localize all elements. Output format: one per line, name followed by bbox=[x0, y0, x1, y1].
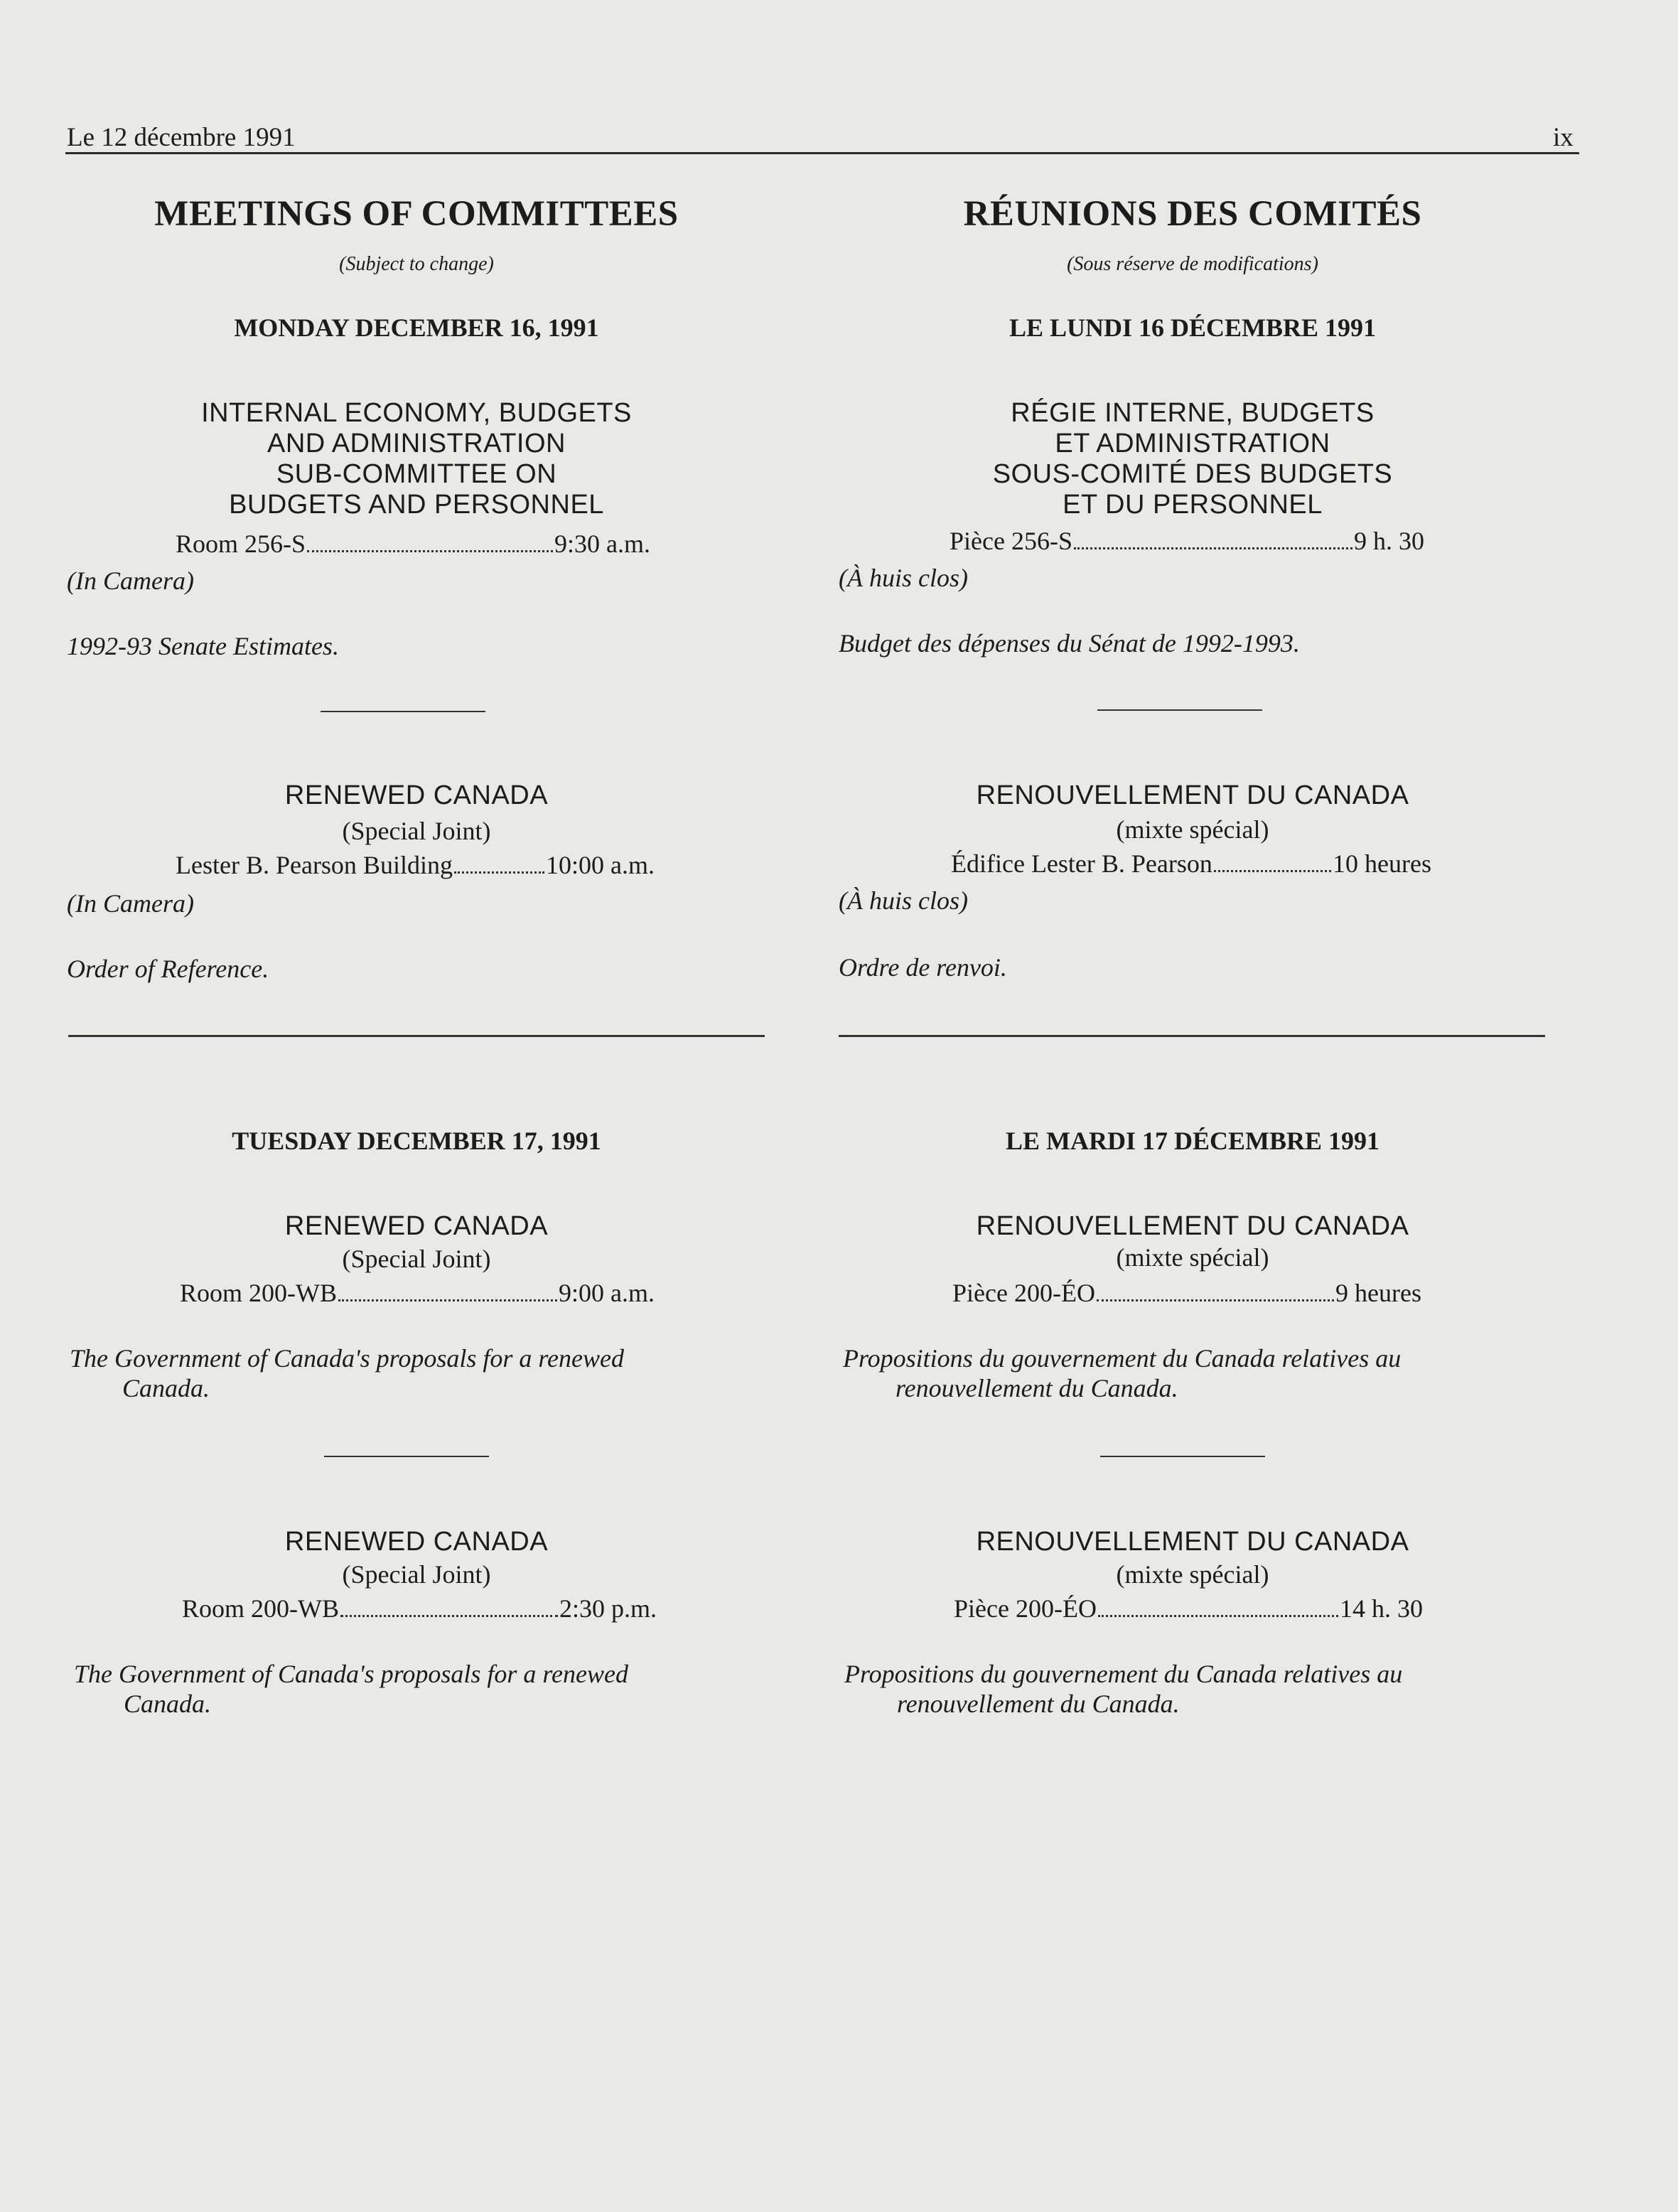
committee-type: (Special Joint) bbox=[342, 1560, 491, 1589]
monday-heading: MONDAY DECEMBER 16, 1991 bbox=[234, 313, 599, 342]
french-subtitle: (Sous réserve de modifications) bbox=[1067, 253, 1318, 275]
page-date: Le 12 décembre 1991 bbox=[67, 123, 296, 152]
committee-type: (mixte spécial) bbox=[1116, 815, 1269, 844]
meeting-topic: Propositions du gouvernement du Canada relatives au renouvellement du Canada. bbox=[843, 1344, 1402, 1402]
in-camera-note: (À huis clos) bbox=[839, 564, 968, 592]
english-title: MEETINGS OF COMMITTEES bbox=[154, 194, 679, 234]
committee-name: RENOUVELLEMENT DU CANADA bbox=[976, 1527, 1409, 1557]
committee-name: INTERNAL ECONOMY, BUDGETS AND ADMINISTRATION SUB-COMMITTEE ON BUDGETS AND PERSONNEL bbox=[201, 398, 632, 520]
in-camera-note: (In Camera) bbox=[67, 889, 194, 918]
meeting-topic: The Government of Canada's proposals for a renewed Canada. bbox=[74, 1660, 628, 1718]
header-rule bbox=[65, 152, 1579, 154]
room-time-line: Room 200-WB 2:30 p.m. bbox=[182, 1594, 657, 1623]
room-time-line: Room 200-WB 9:00 a.m. bbox=[180, 1279, 655, 1307]
committee-name: RENEWED CANADA bbox=[284, 780, 549, 810]
meeting-topic: Propositions du gouvernement du Canada relatives au renouvellement du Canada. bbox=[844, 1660, 1403, 1718]
committee-name: RENOUVELLEMENT DU CANADA bbox=[976, 1211, 1409, 1241]
separator-short bbox=[321, 711, 485, 712]
section-divider bbox=[839, 1035, 1545, 1037]
committee-name: RÉGIE INTERNE, BUDGETS ET ADMINISTRATION SOUS-COMITÉ DES BUDGETS ET DU PERSONNEL bbox=[992, 398, 1393, 520]
committee-name: RENEWED CANADA bbox=[284, 1527, 549, 1557]
separator-short bbox=[1100, 1456, 1265, 1457]
committee-type: (Special Joint) bbox=[342, 817, 491, 845]
room-time-line: Room 256-S 9:30 a.m. bbox=[176, 530, 650, 558]
committee-name: RENOUVELLEMENT DU CANADA bbox=[976, 780, 1409, 810]
room-time-line: Pièce 200-ÉO 14 h. 30 bbox=[954, 1594, 1423, 1623]
room-time-line: Lester B. Pearson Building 10:00 a.m. bbox=[176, 851, 655, 879]
page-number: ix bbox=[1553, 123, 1574, 152]
room-time-line: Pièce 200-ÉO 9 heures bbox=[952, 1279, 1421, 1307]
section-divider bbox=[68, 1035, 765, 1037]
separator-short bbox=[324, 1456, 489, 1457]
committee-name: RENEWED CANADA bbox=[284, 1211, 549, 1241]
in-camera-note: (À huis clos) bbox=[839, 886, 968, 915]
monday-heading: LE LUNDI 16 DÉCEMBRE 1991 bbox=[1009, 313, 1377, 342]
meeting-topic: The Government of Canada's proposals for a renewed Canada. bbox=[70, 1344, 624, 1402]
in-camera-note: (In Camera) bbox=[67, 567, 194, 595]
committee-type: (mixte spécial) bbox=[1116, 1560, 1269, 1589]
meeting-topic: Budget des dépenses du Sénat de 1992-1993. bbox=[839, 629, 1300, 657]
committee-type: (Special Joint) bbox=[342, 1245, 491, 1273]
tuesday-heading: LE MARDI 17 DÉCEMBRE 1991 bbox=[1005, 1127, 1380, 1155]
meeting-topic: Ordre de renvoi. bbox=[839, 953, 1007, 982]
committee-type: (mixte spécial) bbox=[1116, 1243, 1269, 1272]
meeting-topic: Order of Reference. bbox=[67, 955, 269, 983]
english-subtitle: (Subject to change) bbox=[339, 253, 494, 275]
meeting-topic: 1992-93 Senate Estimates. bbox=[67, 632, 339, 660]
tuesday-heading: TUESDAY DECEMBER 17, 1991 bbox=[232, 1127, 601, 1155]
room-time-line: Pièce 256-S 9 h. 30 bbox=[950, 527, 1424, 555]
french-title: RÉUNIONS DES COMITÉS bbox=[963, 194, 1422, 234]
separator-short bbox=[1097, 709, 1262, 711]
room-time-line: Édifice Lester B. Pearson 10 heures bbox=[951, 849, 1431, 878]
